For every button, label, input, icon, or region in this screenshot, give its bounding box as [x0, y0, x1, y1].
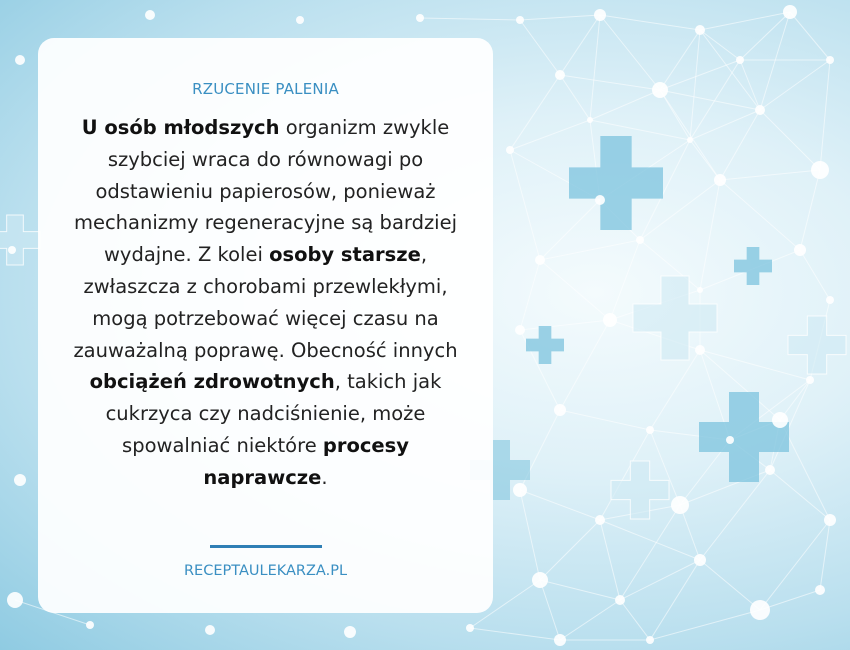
network-node: [595, 195, 605, 205]
network-node: [687, 137, 693, 143]
network-node: [506, 146, 514, 154]
bold-phrase: procesy naprawcze: [203, 433, 409, 489]
network-node: [516, 16, 524, 24]
network-node: [595, 515, 605, 525]
info-card: [38, 38, 493, 613]
network-node: [824, 514, 836, 526]
network-node: [815, 585, 825, 595]
plus-cross-icon: [526, 326, 564, 364]
network-node: [145, 10, 155, 20]
plus-cross-icon: [569, 136, 663, 230]
network-node: [806, 376, 814, 384]
network-node: [783, 5, 797, 19]
network-node: [755, 105, 765, 115]
network-node: [466, 624, 474, 632]
network-node: [671, 496, 689, 514]
network-node: [8, 246, 16, 254]
network-node: [14, 474, 26, 486]
network-node: [794, 244, 806, 256]
text-segment: .: [321, 465, 328, 489]
network-node: [826, 56, 834, 64]
plus-cross-icon: [788, 316, 846, 374]
plus-cross-icon: [0, 215, 40, 265]
network-node: [646, 636, 654, 644]
network-node: [736, 56, 744, 64]
network-node: [772, 412, 788, 428]
website-label: RECEPTAULEKARZA.PL: [183, 563, 348, 579]
network-node: [587, 117, 593, 123]
plus-cross-icon: [734, 247, 772, 285]
text-segment: , zwłaszcza z chorobami przewlekłymi, mogą potrzebować więcej czasu na zauważalną poprawę. Obecność innych: [73, 243, 458, 362]
network-node: [765, 465, 775, 475]
network-node: [205, 625, 215, 635]
network-node: [554, 634, 566, 646]
network-node: [811, 161, 829, 179]
network-node: [554, 404, 566, 416]
bold-phrase: obciążeń zdrowotnych: [89, 370, 335, 394]
text-segment: , takich jak cukrzyca czy nadciśnienie, może spowalniać niektóre: [105, 370, 442, 457]
network-node: [532, 572, 548, 588]
network-node: [296, 16, 304, 24]
network-node: [513, 483, 527, 497]
network-node: [714, 174, 726, 186]
network-node: [594, 9, 606, 21]
network-node: [726, 436, 734, 444]
network-node: [695, 25, 705, 35]
network-node: [636, 236, 644, 244]
network-node: [615, 595, 625, 605]
bold-phrase: osoby starsze: [269, 243, 421, 267]
network-node: [603, 313, 617, 327]
network-node: [646, 426, 654, 434]
network-node: [15, 55, 25, 65]
network-node: [344, 626, 356, 638]
network-node: [7, 592, 23, 608]
network-node: [515, 325, 525, 335]
network-node: [535, 255, 545, 265]
category-label: RZUCENIE PALENIA: [192, 80, 339, 98]
network-node: [750, 600, 770, 620]
network-node: [86, 621, 94, 629]
body-paragraph: [68, 112, 463, 494]
network-node: [697, 287, 703, 293]
text-segment: organizm zwykle szybciej wraca do równowagi po odstawieniu papierosów, ponieważ mechanizmy regeneracyjne są bardziej wydajne. Z kolei: [73, 116, 458, 267]
network-node: [555, 70, 565, 80]
network-node: [695, 345, 705, 355]
network-node: [416, 14, 424, 22]
bold-phrase: U osób młodszych: [81, 116, 280, 139]
network-node: [826, 296, 834, 304]
network-node: [694, 554, 706, 566]
plus-cross-icon: [611, 461, 669, 519]
divider-line: [210, 545, 322, 548]
network-node: [652, 82, 668, 98]
